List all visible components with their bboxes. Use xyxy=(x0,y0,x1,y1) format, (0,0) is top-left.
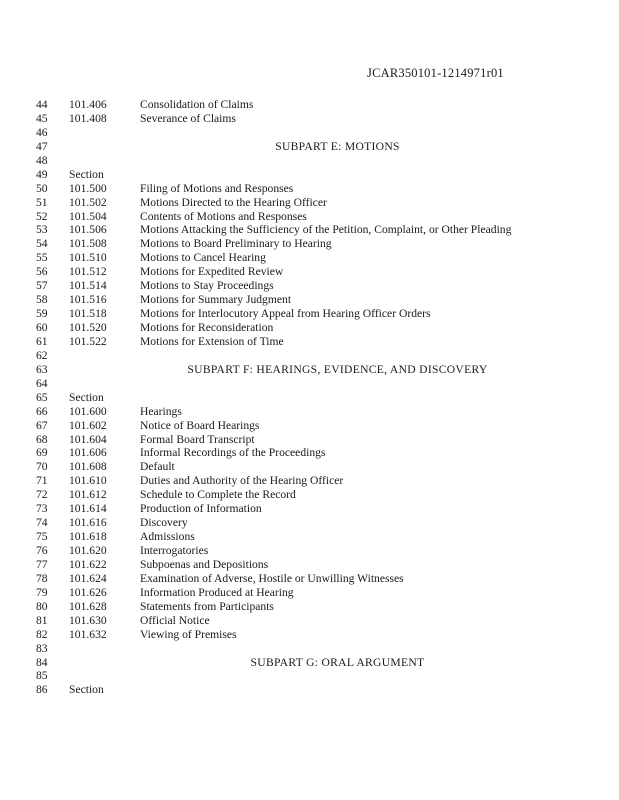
section-title: Viewing of Premises xyxy=(140,627,237,641)
document-line xyxy=(0,502,619,516)
section-title: Information Produced at Hearing xyxy=(140,585,294,599)
line-number: 53 xyxy=(36,223,48,237)
section-title: Subpoenas and Depositions xyxy=(140,557,269,571)
line-number: 82 xyxy=(36,627,48,641)
line-number: 71 xyxy=(36,474,48,488)
section-number: 101.516 xyxy=(69,293,107,307)
document-line xyxy=(0,279,619,293)
line-number: 62 xyxy=(36,348,48,362)
section-number: 101.406 xyxy=(69,98,107,111)
line-number: 56 xyxy=(36,265,48,279)
section-number: 101.628 xyxy=(69,599,107,613)
section-number: 101.502 xyxy=(69,195,107,209)
section-title: Motions Attacking the Sufficiency of the Petition, Complaint, or Other Pleading xyxy=(140,223,512,237)
section-number: 101.408 xyxy=(69,111,107,125)
line-number: 63 xyxy=(36,362,48,376)
line-number: 59 xyxy=(36,307,48,321)
document-line xyxy=(0,223,619,237)
section-number: 101.616 xyxy=(69,516,107,530)
section-number: 101.602 xyxy=(69,418,107,432)
section-number: 101.618 xyxy=(69,530,107,544)
line-number: 68 xyxy=(36,432,48,446)
document-line xyxy=(0,265,619,279)
document-line xyxy=(0,628,619,642)
line-number: 85 xyxy=(36,669,48,683)
section-title: Motions to Board Preliminary to Hearing xyxy=(140,237,332,251)
section-title: Motions for Reconsideration xyxy=(140,321,274,334)
section-number: 101.606 xyxy=(69,446,107,460)
section-label: Section xyxy=(69,683,104,697)
document-line xyxy=(0,321,619,335)
line-number: 49 xyxy=(36,167,48,181)
section-title: Schedule to Complete the Record xyxy=(140,488,296,502)
line-number: 61 xyxy=(36,334,48,348)
section-title: Official Notice xyxy=(140,613,210,627)
section-title: Formal Board Transcript xyxy=(140,432,255,446)
section-title: Duties and Authority of the Hearing Officer xyxy=(140,474,344,488)
line-number: 83 xyxy=(36,641,48,655)
section-title: Interrogatories xyxy=(140,544,209,557)
line-number: 75 xyxy=(36,530,48,544)
section-number: 101.620 xyxy=(69,544,107,557)
section-number: 101.622 xyxy=(69,557,107,571)
section-number: 101.514 xyxy=(69,279,107,293)
section-number: 101.508 xyxy=(69,237,107,251)
subpart-heading: SUBPART G: ORAL ARGUMENT xyxy=(250,655,425,669)
line-number: 72 xyxy=(36,488,48,502)
section-title: Discovery xyxy=(140,516,188,530)
document-line xyxy=(0,446,619,460)
document-line xyxy=(0,614,619,628)
section-number: 101.506 xyxy=(69,223,107,237)
line-number: 54 xyxy=(36,237,48,251)
document-line xyxy=(0,196,619,210)
document-line xyxy=(0,433,619,447)
subpart-heading: SUBPART E: MOTIONS xyxy=(275,139,400,153)
section-number: 101.518 xyxy=(69,307,107,321)
document-line xyxy=(0,544,619,558)
line-number: 67 xyxy=(36,418,48,432)
document-line xyxy=(0,251,619,265)
section-title: Notice of Board Hearings xyxy=(140,418,260,432)
line-number: 50 xyxy=(36,181,48,195)
document-line xyxy=(0,656,619,670)
document-line xyxy=(0,293,619,307)
document-line xyxy=(0,558,619,572)
document-line xyxy=(0,572,619,586)
line-number: 81 xyxy=(36,613,48,627)
document-line xyxy=(0,237,619,251)
section-label: Section xyxy=(69,390,104,404)
section-number: 101.612 xyxy=(69,488,107,502)
section-title: Contents of Motions and Responses xyxy=(140,209,307,223)
document-line xyxy=(0,154,619,168)
line-number: 86 xyxy=(36,683,48,697)
section-number: 101.610 xyxy=(69,474,107,488)
document-line xyxy=(0,349,619,363)
document-line xyxy=(0,530,619,544)
section-title: Consolidation of Claims xyxy=(140,98,254,111)
line-number: 46 xyxy=(36,125,48,139)
section-title: Motions for Expedited Review xyxy=(140,265,284,279)
line-number: 58 xyxy=(36,293,48,307)
section-title: Informal Recordings of the Proceedings xyxy=(140,446,326,460)
line-number: 57 xyxy=(36,279,48,293)
section-number: 101.626 xyxy=(69,585,107,599)
section-number: 101.614 xyxy=(69,502,107,516)
document-line xyxy=(0,419,619,433)
document-line xyxy=(0,307,619,321)
section-title: Severance of Claims xyxy=(140,111,236,125)
section-title: Motions for Interlocutory Appeal from Hearing Officer Orders xyxy=(140,307,431,321)
line-number: 44 xyxy=(36,98,48,111)
document-line xyxy=(0,669,619,683)
line-number: 66 xyxy=(36,404,48,418)
line-number: 55 xyxy=(36,251,48,265)
section-title: Statements from Participants xyxy=(140,599,274,613)
section-title: Motions for Summary Judgment xyxy=(140,293,292,307)
document-line xyxy=(0,474,619,488)
section-number: 101.520 xyxy=(69,321,107,334)
line-number: 60 xyxy=(36,321,48,334)
line-number: 79 xyxy=(36,585,48,599)
document-line xyxy=(0,210,619,224)
section-title: Motions to Cancel Hearing xyxy=(140,251,266,265)
document-line xyxy=(0,140,619,154)
document-line xyxy=(0,335,619,349)
document-line xyxy=(0,586,619,600)
section-title: Motions for Extension of Time xyxy=(140,334,284,348)
section-title: Default xyxy=(140,460,175,474)
section-number: 101.512 xyxy=(69,265,107,279)
line-number: 84 xyxy=(36,655,48,669)
document-line xyxy=(0,377,619,391)
document-line xyxy=(0,391,619,405)
section-number: 101.630 xyxy=(69,613,107,627)
section-number: 101.600 xyxy=(69,404,107,418)
section-number: 101.632 xyxy=(69,627,107,641)
document-line xyxy=(0,126,619,140)
section-number: 101.510 xyxy=(69,251,107,265)
line-number: 77 xyxy=(36,557,48,571)
document-line xyxy=(0,516,619,530)
section-title: Motions Directed to the Hearing Officer xyxy=(140,195,327,209)
document-line xyxy=(0,683,619,697)
line-number: 78 xyxy=(36,571,48,585)
section-label: Section xyxy=(69,167,104,181)
numbered-lines xyxy=(0,98,619,697)
document-line xyxy=(0,460,619,474)
document-line xyxy=(0,363,619,377)
section-number: 101.624 xyxy=(69,571,107,585)
section-title: Examination of Adverse, Hostile or Unwilling Witnesses xyxy=(140,571,404,585)
line-number: 64 xyxy=(36,376,48,390)
document-line xyxy=(0,98,619,112)
line-number: 48 xyxy=(36,153,48,167)
section-number: 101.608 xyxy=(69,460,107,474)
line-number: 80 xyxy=(36,599,48,613)
document-line xyxy=(0,488,619,502)
section-number: 101.604 xyxy=(69,432,107,446)
line-number: 51 xyxy=(36,195,48,209)
document-line xyxy=(0,168,619,182)
section-title: Production of Information xyxy=(140,502,262,516)
section-number: 101.500 xyxy=(69,181,107,195)
line-number: 73 xyxy=(36,502,48,516)
section-title: Motions to Stay Proceedings xyxy=(140,279,274,293)
section-title: Hearings xyxy=(140,404,182,418)
document-line xyxy=(0,112,619,126)
line-number: 74 xyxy=(36,516,48,530)
document-line xyxy=(0,405,619,419)
line-number: 70 xyxy=(36,460,48,474)
subpart-heading: SUBPART F: HEARINGS, EVIDENCE, AND DISCOVERY xyxy=(187,362,488,376)
section-number: 101.504 xyxy=(69,209,107,223)
line-number: 69 xyxy=(36,446,48,460)
line-number: 52 xyxy=(36,209,48,223)
section-title: Filing of Motions and Responses xyxy=(140,181,294,195)
line-number: 45 xyxy=(36,111,48,125)
line-number: 47 xyxy=(36,139,48,153)
section-number: 101.522 xyxy=(69,334,107,348)
line-number: 76 xyxy=(36,544,48,557)
line-number: 65 xyxy=(36,390,48,404)
section-title: Admissions xyxy=(140,530,195,544)
document-id: JCAR350101-1214971r01 xyxy=(367,66,504,80)
document-line xyxy=(0,600,619,614)
document-line xyxy=(0,642,619,656)
document-line xyxy=(0,182,619,196)
